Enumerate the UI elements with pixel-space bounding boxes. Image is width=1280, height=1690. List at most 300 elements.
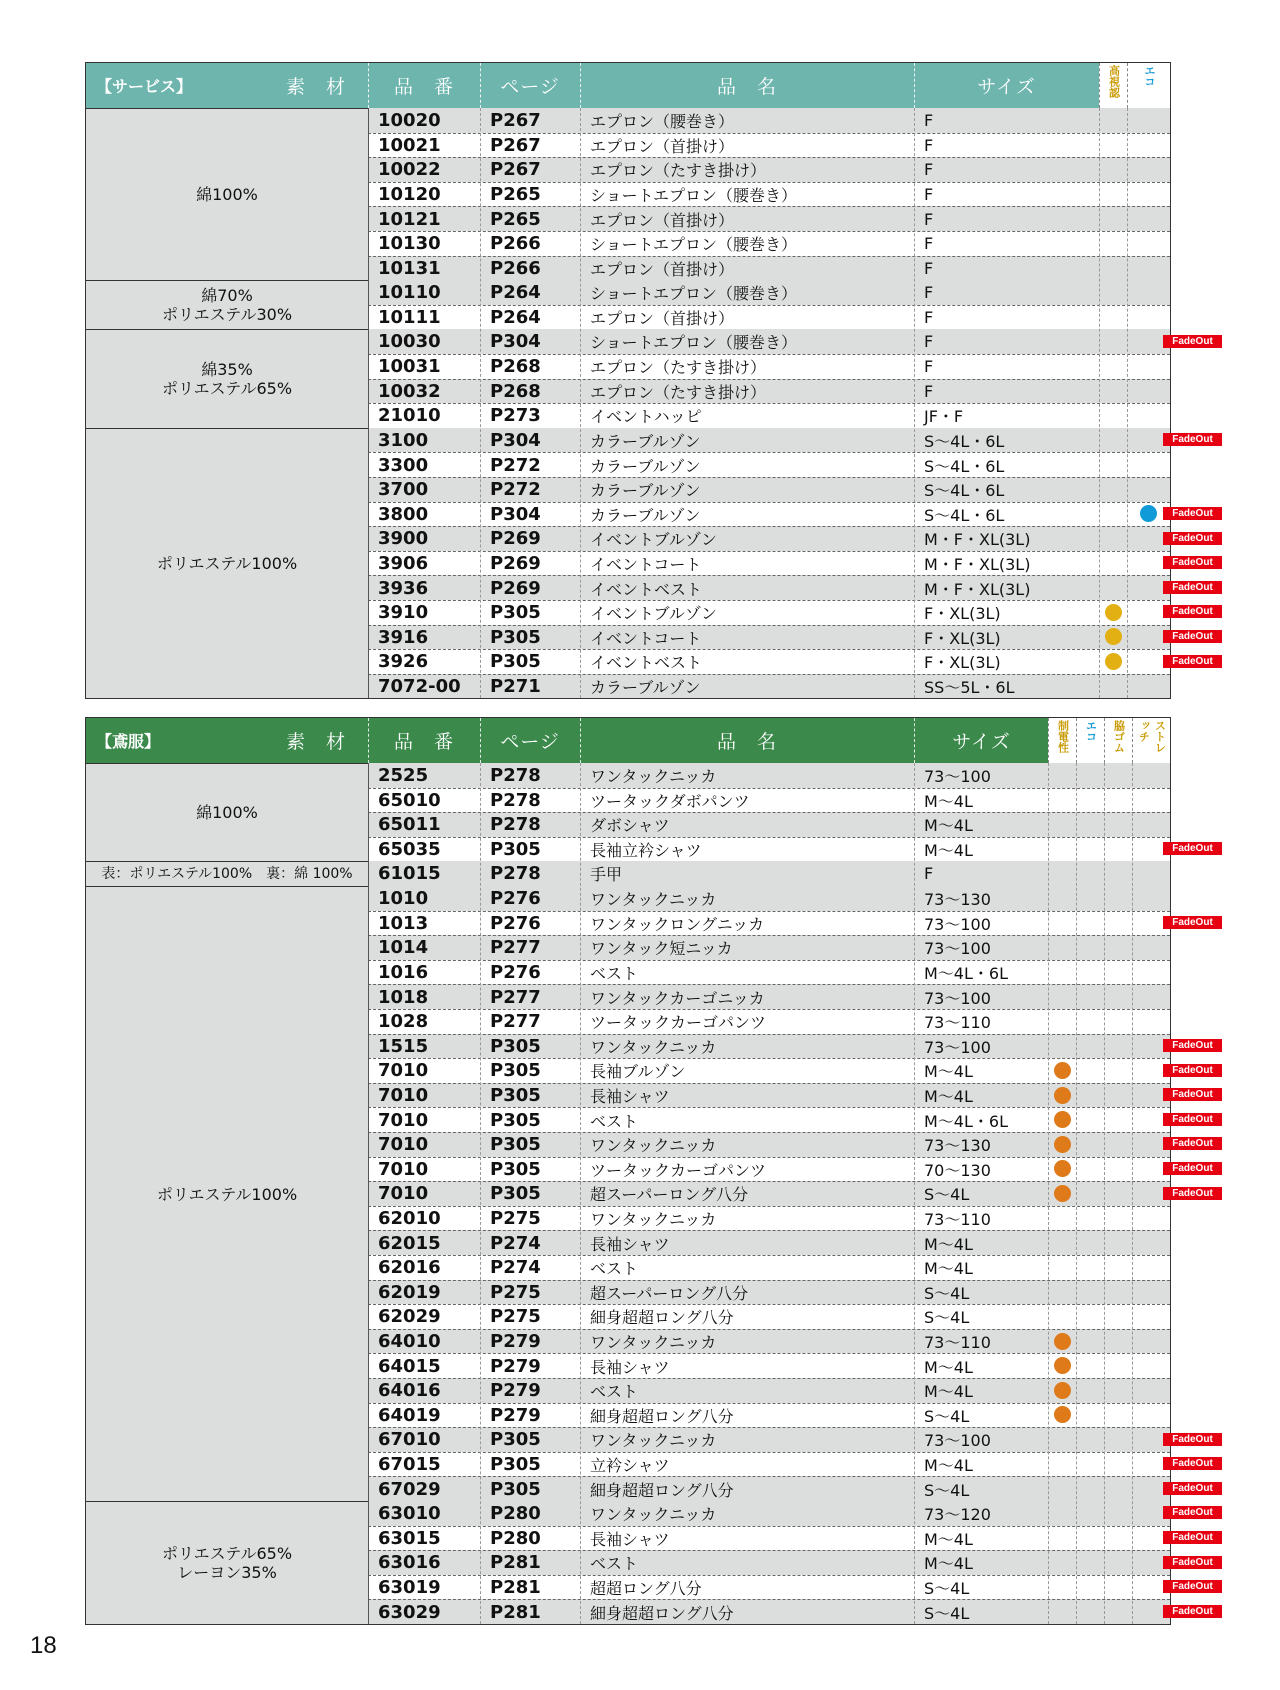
fadeout-badge: FadeOut — [1163, 916, 1222, 929]
product-code: 64016 — [378, 1380, 441, 1402]
size-range: SS～5L・6L — [924, 678, 1015, 698]
size-range: M～4L・6L — [924, 964, 1008, 984]
size-range: M～4L — [924, 1259, 973, 1279]
product-name: カラーブルゾン — [590, 456, 701, 476]
header-size: サイズ — [977, 76, 1036, 98]
size-range: M～4L — [924, 1234, 973, 1254]
product-code: 1013 — [378, 912, 429, 934]
product-name: ショートエプロン（腰巻き） — [590, 333, 798, 353]
product-name: 超スーパーロング八分 — [590, 1283, 749, 1303]
column-divider — [1076, 763, 1077, 1624]
product-name: イベントコート — [590, 555, 702, 575]
page-ref: P275 — [490, 1208, 541, 1230]
page-ref: P269 — [490, 577, 541, 599]
product-name: 長袖シャツ — [590, 1529, 670, 1549]
table-row — [368, 1452, 1170, 1477]
fadeout-badge: FadeOut — [1163, 1506, 1222, 1519]
page-ref: P278 — [490, 789, 541, 811]
header-material: 素 材 — [285, 76, 346, 98]
size-range: F — [924, 135, 934, 155]
column-divider — [914, 763, 915, 1624]
service-header — [86, 63, 1170, 108]
table-row — [368, 984, 1170, 1009]
header-size: サイズ — [952, 731, 1011, 753]
product-code: 67029 — [378, 1478, 441, 1500]
product-name: ワンタックカーゴニッカ — [590, 988, 765, 1008]
column-divider — [1048, 763, 1049, 1624]
column-divider — [580, 763, 581, 1624]
page-ref: P305 — [490, 839, 541, 861]
page-ref: P305 — [490, 626, 541, 648]
table-row — [368, 935, 1170, 960]
fadeout-badge: FadeOut — [1163, 581, 1222, 594]
material-group: ポリエステル100% — [86, 886, 368, 1501]
table-row — [368, 231, 1170, 256]
product-code: 62015 — [378, 1232, 441, 1254]
size-range: 73～100 — [924, 914, 991, 934]
table-row — [368, 452, 1170, 477]
page-ref: P304 — [490, 429, 541, 451]
product-name: 超超ロング八分 — [590, 1579, 702, 1599]
product-code: 3906 — [378, 553, 429, 575]
page-ref: P305 — [490, 1109, 541, 1131]
column-divider — [368, 108, 369, 698]
material-group: ポリエステル65% レーヨン35% — [86, 1501, 368, 1624]
size-range: 73～100 — [924, 1037, 991, 1057]
product-code: 3926 — [378, 651, 429, 673]
product-code: 1010 — [378, 887, 429, 909]
product-code: 3916 — [378, 626, 429, 648]
table-row — [368, 1550, 1170, 1575]
size-range: F — [924, 234, 934, 254]
product-code: 7010 — [378, 1158, 429, 1180]
page-ref: P305 — [490, 1158, 541, 1180]
product-name: 細身超超ロング八分 — [590, 1308, 734, 1328]
product-code: 10022 — [378, 159, 441, 181]
size-range: JF・F — [924, 407, 964, 427]
product-name: ベスト — [590, 1259, 639, 1279]
product-name: イベントベスト — [590, 579, 703, 599]
product-name: ツータックカーゴパンツ — [590, 1160, 767, 1180]
product-code: 67010 — [378, 1429, 441, 1451]
table-row — [368, 1181, 1170, 1206]
product-name: イベントコート — [590, 628, 702, 648]
header-divider — [580, 718, 581, 763]
product-code: 7010 — [378, 1085, 429, 1107]
flag-label-text: 高視認 — [1107, 65, 1121, 98]
table-row — [368, 280, 1170, 305]
header-divider — [480, 63, 481, 108]
page-ref: P276 — [490, 912, 541, 934]
table-row — [368, 1107, 1170, 1132]
page-ref: P278 — [490, 764, 541, 786]
product-code: 3300 — [378, 454, 429, 476]
fadeout-badge: FadeOut — [1163, 1187, 1222, 1200]
fadeout-badge: FadeOut — [1163, 1162, 1222, 1175]
page-ref: P264 — [490, 281, 541, 303]
product-name: カラーブルゾン — [590, 431, 701, 451]
page-ref: P305 — [490, 1183, 541, 1205]
product-code: 63016 — [378, 1552, 441, 1574]
header-code: 品 番 — [393, 731, 454, 753]
table-row — [368, 886, 1170, 911]
size-range: S～4L — [924, 1579, 970, 1599]
product-code: 62016 — [378, 1257, 441, 1279]
page-ref: P267 — [490, 134, 541, 156]
product-name: エプロン（首掛け） — [590, 259, 735, 279]
product-code: 1014 — [378, 937, 429, 959]
fadeout-badge: FadeOut — [1163, 1580, 1222, 1593]
size-range: 73～100 — [924, 1431, 991, 1451]
size-range: F — [924, 308, 934, 328]
fadeout-badge: FadeOut — [1163, 1531, 1222, 1544]
product-code: 10131 — [378, 257, 441, 279]
column-divider — [914, 108, 915, 698]
product-code: 3700 — [378, 479, 429, 501]
size-range: 73～120 — [924, 1504, 991, 1524]
fadeout-badge: FadeOut — [1163, 655, 1222, 668]
table-row — [368, 1599, 1170, 1624]
product-code: 64010 — [378, 1331, 441, 1353]
product-code: 10032 — [378, 380, 441, 402]
page-ref: P305 — [490, 1035, 541, 1057]
product-code: 63010 — [378, 1502, 441, 1524]
product-name: 長袖シャツ — [590, 1087, 670, 1107]
product-name: ベスト — [590, 964, 639, 984]
size-range: M・F・XL(3L) — [924, 579, 1031, 599]
product-name: エプロン（たすき掛け） — [590, 382, 767, 402]
size-range: 73～130 — [924, 889, 991, 909]
page-ref: P305 — [490, 1429, 541, 1451]
product-code: 10031 — [378, 356, 441, 378]
product-name: 細身超超ロング八分 — [590, 1480, 734, 1500]
table-row — [368, 526, 1170, 551]
feature-dot-icon — [1054, 1062, 1071, 1079]
size-range: S～4L・6L — [924, 431, 1005, 451]
product-code: 7072-00 — [378, 676, 461, 698]
fadeout-badge: FadeOut — [1163, 1482, 1222, 1495]
size-range: M～4L — [924, 1357, 973, 1377]
page-ref: P268 — [490, 356, 541, 378]
product-code: 1018 — [378, 986, 429, 1008]
fadeout-badge: FadeOut — [1163, 1088, 1222, 1101]
product-code: 64019 — [378, 1404, 441, 1426]
product-name: 長袖立衿シャツ — [590, 841, 702, 861]
size-range: S～4L — [924, 1480, 970, 1500]
flag-label-0 — [1048, 718, 1076, 763]
page-ref: P279 — [490, 1380, 541, 1402]
size-range: F — [924, 185, 934, 205]
table-row — [368, 305, 1170, 330]
column-divider — [480, 763, 481, 1624]
page-ref: P275 — [490, 1306, 541, 1328]
flag-label-text: 制電性 — [1056, 720, 1070, 753]
size-range: M～4L — [924, 1456, 973, 1476]
product-name: ツータックダボパンツ — [590, 791, 750, 811]
fadeout-badge: FadeOut — [1163, 1605, 1222, 1618]
product-code: 2525 — [378, 764, 429, 786]
size-range: F — [924, 209, 934, 229]
material-group: 綿70% ポリエステル30% — [86, 280, 368, 329]
page-ref: P305 — [490, 1478, 541, 1500]
page-ref: P266 — [490, 257, 541, 279]
feature-dot-icon — [1054, 1333, 1071, 1350]
fadeout-badge: FadeOut — [1163, 630, 1222, 643]
header-divider — [914, 718, 915, 763]
size-range: F — [924, 332, 934, 352]
size-range: M～4L — [924, 791, 973, 811]
table-row — [368, 1526, 1170, 1551]
table-row — [368, 788, 1170, 813]
table-row — [368, 182, 1170, 207]
size-range: F — [924, 110, 934, 130]
table-row — [368, 256, 1170, 281]
table-row — [368, 551, 1170, 576]
product-code: 10020 — [378, 109, 441, 131]
page-ref: P276 — [490, 962, 541, 984]
product-name: 細身超超ロング八分 — [590, 1406, 734, 1426]
header-divider — [480, 718, 481, 763]
flag-label-text: 脇ゴム — [1112, 720, 1126, 753]
size-range: 70～130 — [924, 1160, 991, 1180]
size-range: M～4L — [924, 1382, 973, 1402]
product-name: エプロン（たすき掛け） — [590, 161, 767, 181]
column-divider — [480, 108, 481, 698]
header-code: 品 番 — [393, 76, 454, 98]
feature-dot-icon — [1105, 604, 1122, 621]
table-row — [368, 960, 1170, 985]
page-ref: P280 — [490, 1502, 541, 1524]
product-name: ワンタック短ニッカ — [590, 939, 733, 959]
fadeout-badge: FadeOut — [1163, 605, 1222, 618]
page-ref: P281 — [490, 1601, 541, 1623]
size-range: F — [924, 258, 934, 278]
page-number: 18 — [30, 1632, 57, 1659]
size-range: S～4L — [924, 1283, 970, 1303]
product-code: 7010 — [378, 1134, 429, 1156]
page-ref: P269 — [490, 553, 541, 575]
table-row — [368, 108, 1170, 133]
feature-dot-icon — [1054, 1087, 1071, 1104]
table-row — [368, 403, 1170, 428]
size-range: S～4L — [924, 1308, 970, 1328]
product-code: 10121 — [378, 208, 441, 230]
page-ref: P272 — [490, 479, 541, 501]
page-ref: P278 — [490, 814, 541, 836]
page-ref: P266 — [490, 233, 541, 255]
fadeout-badge: FadeOut — [1163, 507, 1222, 520]
table-row — [368, 1157, 1170, 1182]
table-row — [368, 1058, 1170, 1083]
product-name: イベントブルゾン — [590, 604, 717, 624]
page-ref: P281 — [490, 1552, 541, 1574]
material-group: 綿35% ポリエステル65% — [86, 329, 368, 427]
product-name: ダボシャツ — [590, 816, 670, 836]
table-row — [368, 1083, 1170, 1108]
size-range: F — [924, 381, 934, 401]
fadeout-badge: FadeOut — [1163, 1457, 1222, 1470]
size-range: F — [924, 160, 934, 180]
page-ref: P277 — [490, 986, 541, 1008]
page-ref: P279 — [490, 1404, 541, 1426]
flag-label-3 — [1132, 718, 1170, 763]
column-divider — [368, 763, 369, 1624]
product-code: 63029 — [378, 1601, 441, 1623]
feature-dot-icon — [1054, 1111, 1071, 1128]
product-name: ワンタックニッカ — [590, 766, 717, 786]
size-range: F・XL(3L) — [924, 604, 1001, 624]
product-name: ベスト — [590, 1382, 639, 1402]
size-range: 73～110 — [924, 1013, 991, 1033]
table-row — [368, 477, 1170, 502]
size-range: F — [924, 282, 934, 302]
size-range: S～4L・6L — [924, 456, 1005, 476]
page-ref: P267 — [490, 109, 541, 131]
product-name: ショートエプロン（腰巻き） — [590, 283, 798, 303]
feature-dot-icon — [1054, 1357, 1071, 1374]
header-name: 品 名 — [716, 76, 777, 98]
table-row — [368, 428, 1170, 453]
column-divider — [1127, 108, 1128, 698]
page-ref: P274 — [490, 1257, 541, 1279]
size-range: M・F・XL(3L) — [924, 530, 1031, 550]
page-ref: P272 — [490, 454, 541, 476]
product-name: イベントベスト — [590, 653, 703, 673]
page-ref: P264 — [490, 307, 541, 329]
table-row — [368, 674, 1170, 699]
product-code: 61015 — [378, 863, 441, 885]
table-row — [368, 206, 1170, 231]
product-name: カラーブルゾン — [590, 481, 701, 501]
header-category: 【鳶服】 — [96, 732, 161, 751]
header-divider — [580, 63, 581, 108]
product-name: 細身超超ロング八分 — [590, 1603, 734, 1623]
product-name: 長袖ブルゾン — [590, 1062, 686, 1082]
flag-label-1 — [1127, 63, 1170, 108]
column-divider — [580, 108, 581, 698]
product-code: 62010 — [378, 1208, 441, 1230]
table-row — [368, 1009, 1170, 1034]
size-range: M～4L — [924, 841, 973, 861]
page-ref: P265 — [490, 184, 541, 206]
product-name: ベスト — [590, 1554, 639, 1574]
table-row — [368, 1034, 1170, 1059]
feature-dot-icon — [1054, 1382, 1071, 1399]
table-row — [368, 600, 1170, 625]
material-group: 綿100% — [86, 108, 368, 280]
table-row — [368, 1427, 1170, 1452]
product-code: 10030 — [378, 331, 441, 353]
size-range: M・F・XL(3L) — [924, 555, 1031, 575]
table-row — [368, 1280, 1170, 1305]
size-range: M～4L — [924, 1087, 973, 1107]
size-range: 73～100 — [924, 988, 991, 1008]
product-name: エプロン（首掛け） — [590, 136, 735, 156]
table-row — [368, 575, 1170, 600]
product-code: 7010 — [378, 1060, 429, 1082]
fadeout-badge: FadeOut — [1163, 556, 1222, 569]
product-name: ワンタックニッカ — [590, 1136, 717, 1156]
size-range: 73～100 — [924, 939, 991, 959]
table-row — [368, 379, 1170, 404]
size-range: F・XL(3L) — [924, 653, 1001, 673]
product-name: エプロン（腰巻き） — [590, 111, 735, 131]
material-group: ポリエステル100% — [86, 428, 368, 699]
table-row — [368, 1206, 1170, 1231]
table-row — [368, 1304, 1170, 1329]
table-row — [368, 763, 1170, 788]
product-code: 65035 — [378, 839, 441, 861]
product-code: 10130 — [378, 233, 441, 255]
table-row — [368, 354, 1170, 379]
header-page: ページ — [500, 76, 560, 98]
fadeout-badge: FadeOut — [1163, 1039, 1222, 1052]
table-row — [368, 329, 1170, 354]
table-row — [368, 1329, 1170, 1354]
product-code: 67015 — [378, 1454, 441, 1476]
material-group: 表：ポリエステル100% 裏：綿 100% — [86, 861, 368, 886]
fadeout-badge: FadeOut — [1163, 532, 1222, 545]
product-code: 62029 — [378, 1306, 441, 1328]
product-code: 10110 — [378, 281, 441, 303]
size-range: M～4L — [924, 816, 973, 836]
fadeout-badge: FadeOut — [1163, 1137, 1222, 1150]
size-range: M～4L — [924, 1529, 973, 1549]
product-code: 7010 — [378, 1109, 429, 1131]
column-divider — [1099, 108, 1100, 698]
fadeout-badge: FadeOut — [1163, 1433, 1222, 1446]
flag-label-2 — [1104, 718, 1132, 763]
table-row — [368, 1255, 1170, 1280]
page-ref: P305 — [490, 1134, 541, 1156]
size-range: S～4L・6L — [924, 505, 1005, 525]
product-code: 63019 — [378, 1577, 441, 1599]
product-code: 10021 — [378, 134, 441, 156]
product-name: ツータックカーゴパンツ — [590, 1013, 767, 1033]
size-range: S～4L — [924, 1603, 970, 1623]
fadeout-badge: FadeOut — [1163, 1113, 1222, 1126]
flag-label-text: エコ — [1084, 720, 1098, 742]
product-name: ワンタックニッカ — [590, 1504, 717, 1524]
product-code: 3800 — [378, 503, 429, 525]
table-row — [368, 837, 1170, 862]
product-code: 3910 — [378, 602, 429, 624]
page-ref: P265 — [490, 208, 541, 230]
page-ref: P275 — [490, 1281, 541, 1303]
product-name: ワンタックロングニッカ — [590, 914, 765, 934]
workwear-table — [85, 717, 1171, 1625]
page-ref: P304 — [490, 503, 541, 525]
page-ref: P305 — [490, 1085, 541, 1107]
page-ref: P269 — [490, 528, 541, 550]
product-name: ワンタックニッカ — [590, 1333, 717, 1353]
table-row — [368, 1353, 1170, 1378]
feature-dot-icon — [1054, 1136, 1071, 1153]
product-code: 63015 — [378, 1527, 441, 1549]
page-ref: P279 — [490, 1331, 541, 1353]
product-name: ショートエプロン（腰巻き） — [590, 235, 798, 255]
product-code: 65010 — [378, 789, 441, 811]
page-ref: P304 — [490, 331, 541, 353]
page-ref: P274 — [490, 1232, 541, 1254]
product-name: カラーブルゾン — [590, 678, 701, 698]
fadeout-badge: FadeOut — [1163, 335, 1222, 348]
table-row — [368, 1378, 1170, 1403]
fadeout-badge: FadeOut — [1163, 433, 1222, 446]
page-ref: P305 — [490, 651, 541, 673]
page-ref: P305 — [490, 602, 541, 624]
size-range: S～4L — [924, 1406, 970, 1426]
